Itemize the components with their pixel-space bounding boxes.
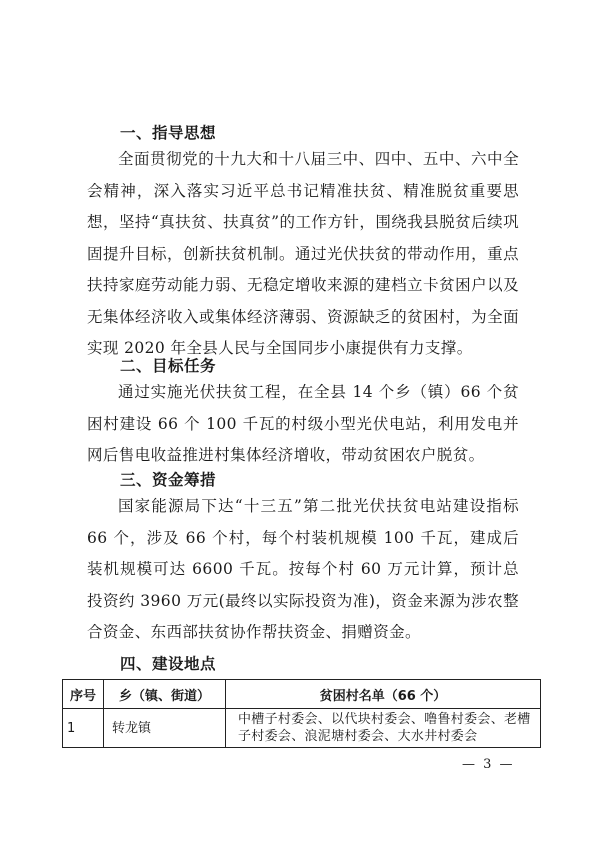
section-heading-locations: 四、建设地点 <box>120 655 217 673</box>
section-paragraph-guiding-ideology: 全面贯彻党的十九大和十八届三中、四中、五中、六中全会精神，深入落实习近平总书记精准扶贫、精准脱贫重要思想，坚持“真扶贫、扶真贫”的工作方针，围绕我县脱贫后续巩固提升目标，创新扶贫机制。通过光伏扶贫的带动作用，重点扶持家庭劳动能力弱、无稳定增收来源的建档立卡贫困户以及无集体经济收入或集体经济薄弱、资源缺乏的贫困村，为全面实现 2020 年全县人民与全国同步小康提供有力支撑。 <box>87 150 519 357</box>
section-paragraph-target-tasks: 通过实施光伏扶贫工程，在全县 14 个乡（镇）66 个贫困村建设 66 个 100 千瓦的村级小型光伏电站，利用发电并网后售电收益推进村集体经济增收，带动贫困农户脱贫。 <box>87 383 519 464</box>
table-header-row <box>63 680 541 709</box>
table-row <box>63 709 541 748</box>
cell-town: 转龙镇 <box>104 709 226 748</box>
section-heading-funding: 三、资金筹措 <box>120 471 217 489</box>
section-heading-guiding-ideology: 一、指导思想 <box>120 124 217 142</box>
header-no: 序号 <box>63 680 104 709</box>
section-paragraph-funding: 国家能源局下达“十三五”第二批光伏扶贫电站建设指标 66 个，涉及 66 个村，每个村装机规模 100 千瓦，建成后装机规模可达 6600 千瓦。按每个村 60 万元计算，预计总投资约 3960 万元(最终以实际投资为准)，资金来源为涉农整合资金、东西部扶贫协作帮扶资金、捐赠资金。 <box>87 497 519 641</box>
header-town: 乡（镇、街道） <box>104 680 226 709</box>
page-number: — 3 — <box>462 757 515 772</box>
header-villages: 贫困村名单（66 个） <box>226 680 541 709</box>
cell-villages: 中槽子村委会、以代块村委会、噜鲁村委会、老槽子村委会、浪泥塘村委会、大水井村委会 <box>226 709 541 748</box>
cell-no: 1 <box>63 709 104 748</box>
section-heading-target-tasks: 二、目标任务 <box>120 357 217 375</box>
locations-table <box>62 679 541 748</box>
